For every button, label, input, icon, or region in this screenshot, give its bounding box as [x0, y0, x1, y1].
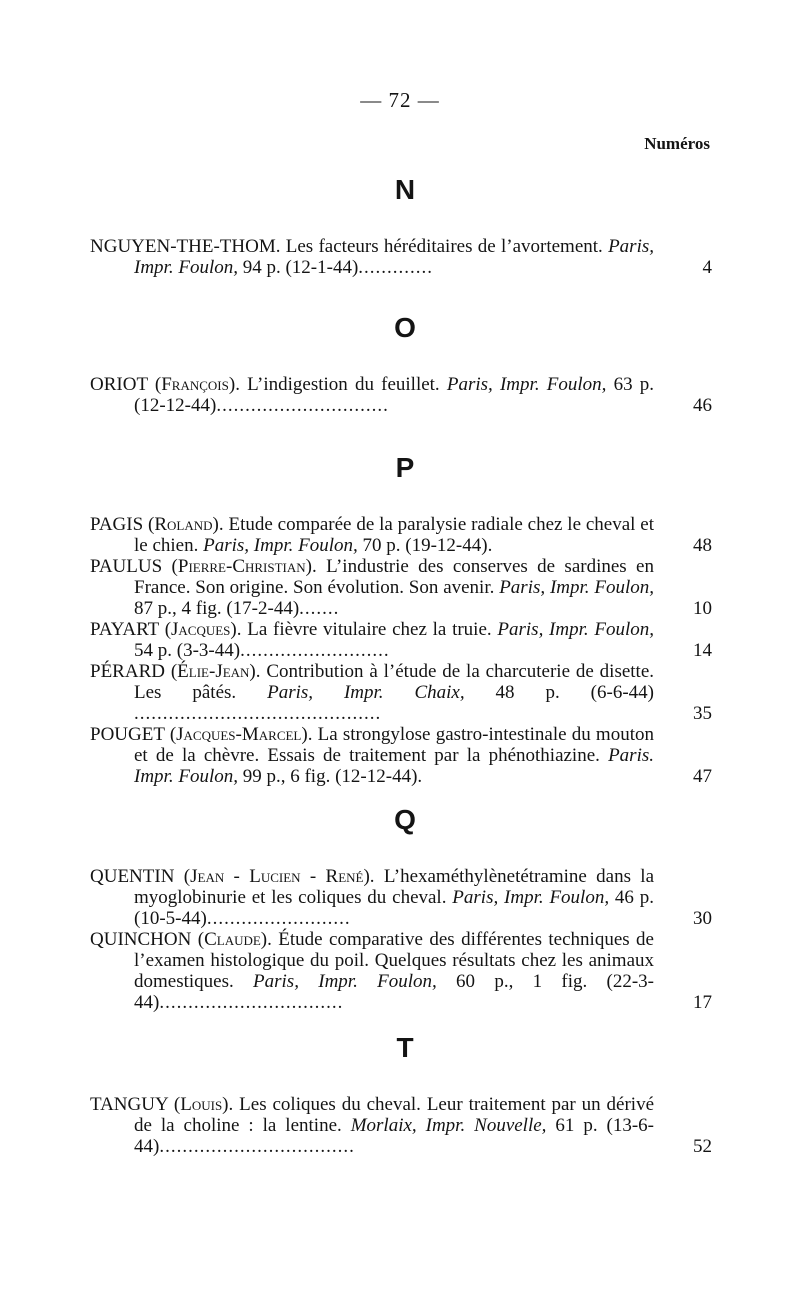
- entry-title: L’hexaméthylènetétramine dans la myoglobinurie et les coliques du cheval.: [134, 866, 655, 908]
- author-name: PAYART: [90, 619, 159, 640]
- entry-details: 61 p. (13-6-44): [134, 1115, 655, 1157]
- entry-number: 30: [693, 908, 712, 929]
- entry-title: Les coliques du cheval. Leur traitement par un dérivé de la choline : la lentine.: [134, 1094, 655, 1136]
- author-name: NGUYEN-THE-THOM.: [90, 236, 281, 257]
- entry-details: 54 p. (3-3-44): [134, 640, 241, 661]
- entry-title: L’industrie des conserves de sardines en France. Son origine. Son évolution. Son avenir.: [134, 556, 654, 598]
- entry-details: 48 p. (6-6-44): [464, 682, 654, 703]
- author-name: QUENTIN: [90, 866, 175, 887]
- entry-title: Étude comparative des différentes techniques de l’examen histologique du poil. Quelques résultats chez les animaux domestiques.: [134, 929, 654, 992]
- author-name: POUGET: [90, 724, 165, 745]
- author-name: ORIOT: [90, 374, 148, 395]
- entry-pouget: [90, 724, 712, 787]
- author-firstname: (Roland).: [148, 514, 224, 535]
- section-letter: Q: [394, 804, 416, 835]
- leader-dots: ..........................: [240, 640, 390, 661]
- publisher: Paris, Impr. Foulon,: [452, 887, 610, 908]
- author-firstname: (Jacques-Marcel).: [169, 724, 313, 745]
- leader-dots: .......: [299, 598, 340, 619]
- entry-number: 46: [693, 395, 712, 416]
- entry-title: Les facteurs héréditaires de l’avortement.: [280, 236, 609, 257]
- leader-dots: ..............................: [216, 395, 389, 416]
- author-firstname: (Jean - Lucien - René).: [183, 866, 375, 887]
- entry-tanguy: [90, 1094, 712, 1157]
- author-name: QUINCHON: [90, 929, 192, 950]
- author-name: PAGIS: [90, 514, 144, 535]
- entry-number: 10: [693, 598, 712, 619]
- section-letter: P: [395, 452, 415, 483]
- entry-details: 46 p. (10-5-44): [134, 887, 654, 929]
- author-firstname: (Louis).: [173, 1094, 234, 1115]
- numeros-column-header: Numéros: [644, 134, 710, 153]
- author-name: TANGUY: [90, 1094, 168, 1115]
- leader-dots: ..................................: [159, 1136, 355, 1157]
- entry-title: Etude comparée de la paralysie radiale chez le cheval et le chien.: [134, 514, 654, 556]
- section-o: [90, 312, 712, 416]
- author-firstname: (Pierre-Christian).: [171, 556, 317, 577]
- entry-number: 35: [693, 703, 712, 724]
- entry-number: 17: [693, 992, 712, 1013]
- author-firstname: (François).: [154, 374, 240, 395]
- publisher: Paris, Impr. Chaix,: [267, 682, 465, 703]
- entry-details: 87 p., 4 fig. (17-2-44): [134, 598, 300, 619]
- publisher: Paris, Impr. Foulon,: [203, 535, 358, 556]
- publisher: Paris, Impr. Foulon,: [497, 619, 655, 640]
- entry-quinchon: [90, 929, 712, 1013]
- section-letter: O: [394, 312, 416, 343]
- page-number: — 72 —: [360, 88, 440, 112]
- publisher: Paris, Impr. Foulon,: [499, 577, 654, 598]
- entry-details: 63 p. (12-12-44): [134, 374, 655, 416]
- leader-dots: .............: [358, 257, 434, 278]
- section-q: [90, 804, 712, 1013]
- entry-details: 99 p., 6 fig. (12-12-44).: [237, 766, 423, 787]
- entry-payart: [90, 619, 712, 661]
- entry-nguyen-the-thom: [90, 236, 712, 278]
- entry-title: Contribution à l’étude de la charcuterie de disette. Les pâtés.: [134, 661, 655, 703]
- author-firstname: (Claude).: [197, 929, 272, 950]
- author-firstname: (Jacques).: [164, 619, 242, 640]
- entry-number: 47: [693, 766, 712, 787]
- author-name: PAULUS: [90, 556, 163, 577]
- section-letter: N: [394, 174, 416, 205]
- entry-details: 94 p. (12-1-44): [237, 257, 359, 278]
- entry-title: La fièvre vitulaire chez la truie.: [241, 619, 498, 640]
- entry-oriot: [90, 374, 712, 416]
- entry-title: La strongylose gastro-intestinale du mouton et de la chèvre. Essais de traitement par la phénothiazine.: [134, 724, 654, 766]
- entry-quentin: [90, 866, 712, 929]
- leader-dots: ................................: [159, 992, 344, 1013]
- publisher: Paris, Impr. Foulon,: [253, 971, 437, 992]
- entry-paulus: [90, 556, 712, 619]
- leader-dots: .........................: [206, 908, 351, 929]
- entry-perard: [90, 661, 712, 724]
- entry-number: 4: [702, 257, 712, 278]
- entry-title: L’indigestion du feuillet.: [239, 374, 447, 395]
- author-name: PÉRARD: [90, 661, 165, 682]
- entry-details: 60 p., 1 fig. (22-3-44): [134, 971, 654, 1013]
- section-letter: T: [396, 1032, 414, 1063]
- publisher: Paris, Impr. Foulon,: [446, 374, 607, 395]
- section-t: [90, 1032, 712, 1157]
- entry-number: 52: [693, 1136, 712, 1157]
- entry-details: 70 p. (19-12-44).: [357, 535, 493, 556]
- leader-dots: ...........................................: [134, 703, 382, 724]
- publisher: Morlaix, Impr. Nouvelle,: [350, 1115, 547, 1136]
- entry-pagis: [90, 514, 712, 556]
- section-n: [90, 174, 712, 278]
- publisher: Paris, Impr. Foulon,: [134, 236, 654, 278]
- entry-number: 14: [693, 640, 712, 661]
- publisher: Paris. Impr. Foulon,: [134, 745, 654, 787]
- entry-number: 48: [693, 535, 712, 556]
- author-firstname: (Élie-Jean).: [170, 661, 261, 682]
- section-p: [90, 452, 712, 787]
